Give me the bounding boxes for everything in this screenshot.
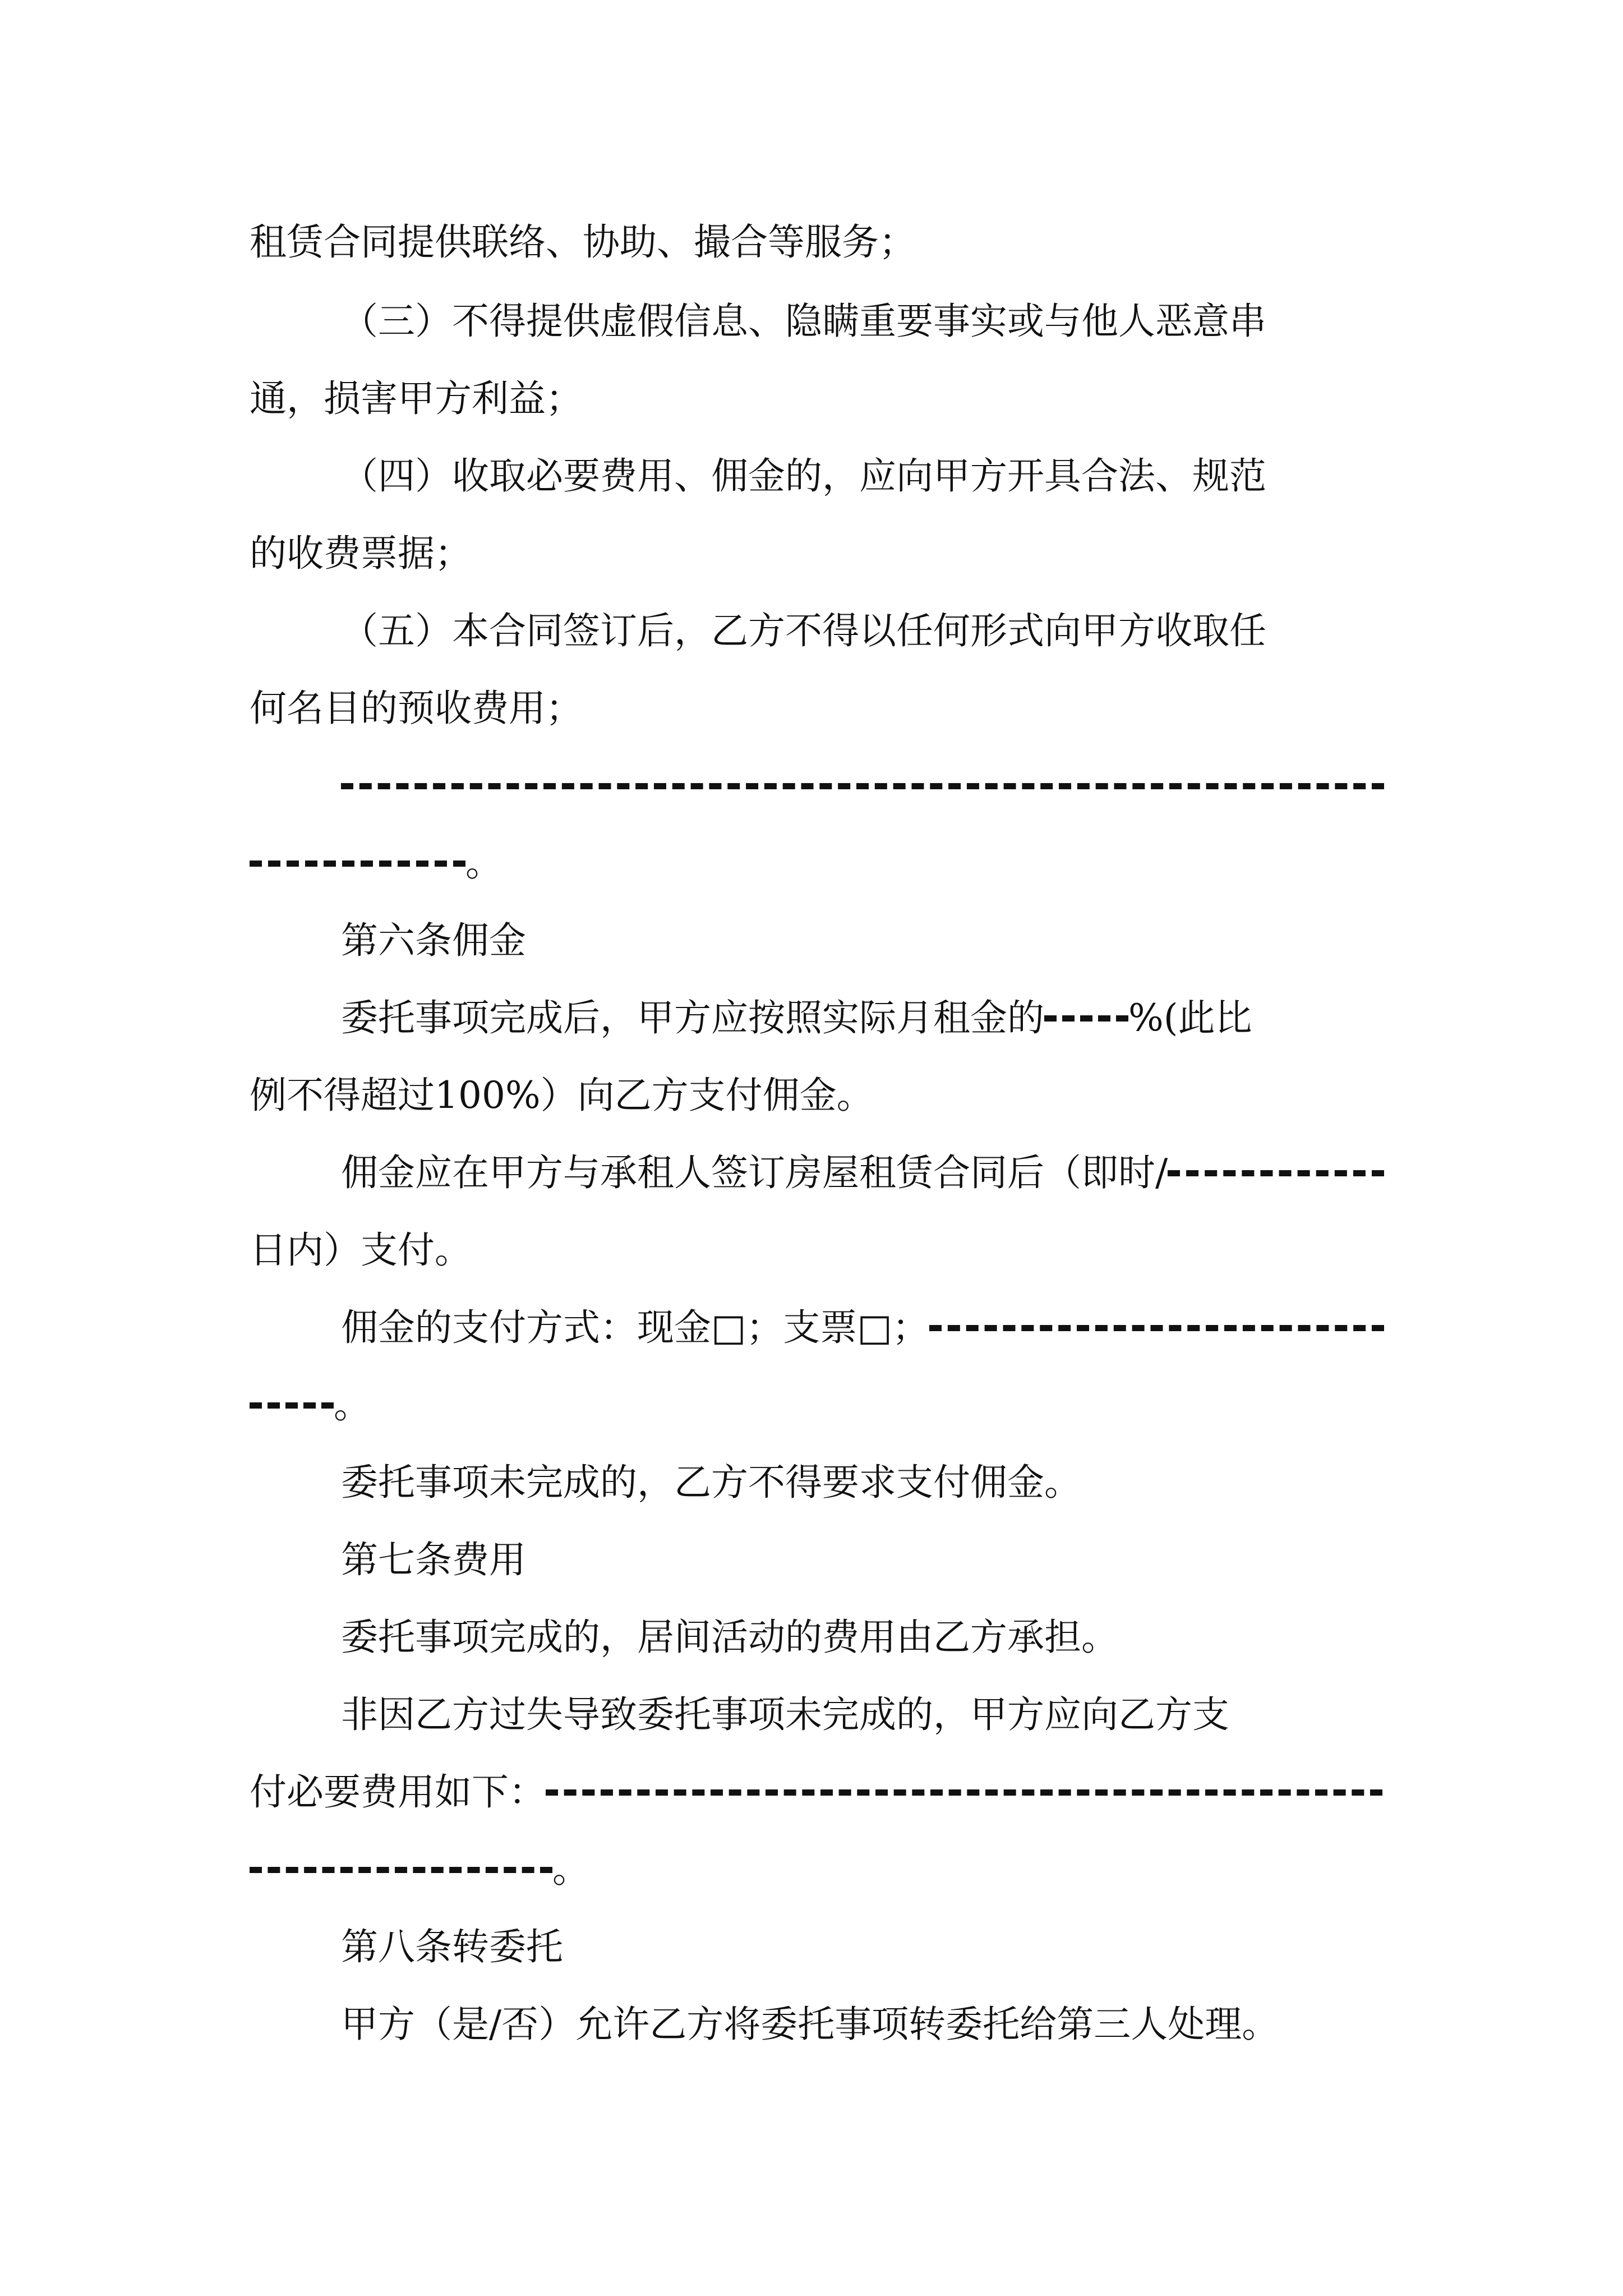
text: 第七条费用 <box>341 1538 526 1581</box>
text: （三）不得提供虚假信息、隐瞒重要事实或与他人恶意串 <box>341 300 1266 343</box>
text: 第八条转委托 <box>341 1925 563 1968</box>
fill-in-blank[interactable] <box>250 1867 552 1873</box>
text: 租赁合同提供联络、协助、撮合等服务； <box>250 220 916 264</box>
blank-line <box>250 1374 1382 1436</box>
article-title <box>341 1916 1384 1978</box>
text: （四）收取必要费用、佣金的，应向甲方开具合法、规范 <box>341 454 1266 498</box>
text: （五）本合同签订后，乙方不得以任何形式向甲方收取任 <box>341 609 1266 652</box>
text: 非因乙方过失导致委托事项未完成的，甲方应向乙方支 <box>341 1693 1229 1736</box>
paragraph-line <box>341 1994 1451 2055</box>
paragraph-line <box>250 1761 1382 1823</box>
fill-in-blank[interactable] <box>929 1325 1384 1331</box>
paragraph-line <box>250 368 1382 430</box>
text: 委托事项未完成的，乙方不得要求支付佣金。 <box>341 1461 1081 1504</box>
paragraph-line <box>250 1065 1382 1126</box>
paragraph-line <box>341 987 1384 1049</box>
article-title <box>341 1529 1384 1591</box>
paragraph-line <box>341 600 1384 662</box>
text: 何名目的预收费用； <box>250 687 583 730</box>
paragraph-line <box>250 1220 1382 1281</box>
article-title <box>341 910 1384 972</box>
text: 佣金应在甲方与承租人签订房屋租赁合同后（即时/ <box>341 1151 1168 1194</box>
fill-in-blank[interactable] <box>1044 1015 1128 1022</box>
paragraph-line <box>250 678 1382 739</box>
fill-in-blank[interactable] <box>250 1402 334 1409</box>
paragraph-line <box>341 1142 1384 1204</box>
paragraph-line <box>341 291 1384 352</box>
text: 的收费票据； <box>250 532 472 575</box>
text: 委托事项完成的，居间活动的费用由乙方承担。 <box>341 1616 1118 1659</box>
text: 日内）支付。 <box>250 1228 472 1272</box>
fill-in-blank[interactable] <box>546 1789 1382 1796</box>
paragraph-line <box>341 1297 1384 1359</box>
fill-in-blank[interactable] <box>250 861 465 867</box>
text: 。 <box>465 841 502 885</box>
text: 。 <box>334 1383 371 1427</box>
text: 。 <box>552 1848 589 1891</box>
paragraph-line <box>250 211 1382 273</box>
blank-line <box>250 832 1382 894</box>
paragraph-line <box>250 523 1382 585</box>
text: 例不得超过100%）向乙方支付佣金。 <box>250 1074 874 1117</box>
paragraph-line <box>341 1452 1384 1513</box>
paragraph-line <box>341 445 1384 507</box>
text: 甲方（是/否）允许乙方将委托事项转委托给第三人处理。 <box>341 2003 1279 2046</box>
paragraph-line <box>341 1684 1384 1746</box>
text: 第六条佣金 <box>341 919 526 962</box>
paragraph-line <box>341 1607 1384 1668</box>
fill-in-blank[interactable] <box>341 783 1384 789</box>
text: 委托事项完成后，甲方应按照实际月租金的 <box>341 996 1044 1039</box>
fill-in-blank[interactable] <box>1168 1170 1384 1176</box>
text: 通，损害甲方利益； <box>250 377 583 420</box>
blank-line <box>250 1839 1382 1901</box>
text: 付必要费用如下： <box>250 1770 546 1814</box>
text: %(此比 <box>1128 996 1252 1039</box>
text: 佣金的支付方式：现金□；支票□； <box>341 1306 929 1349</box>
blank-line <box>341 755 1384 817</box>
